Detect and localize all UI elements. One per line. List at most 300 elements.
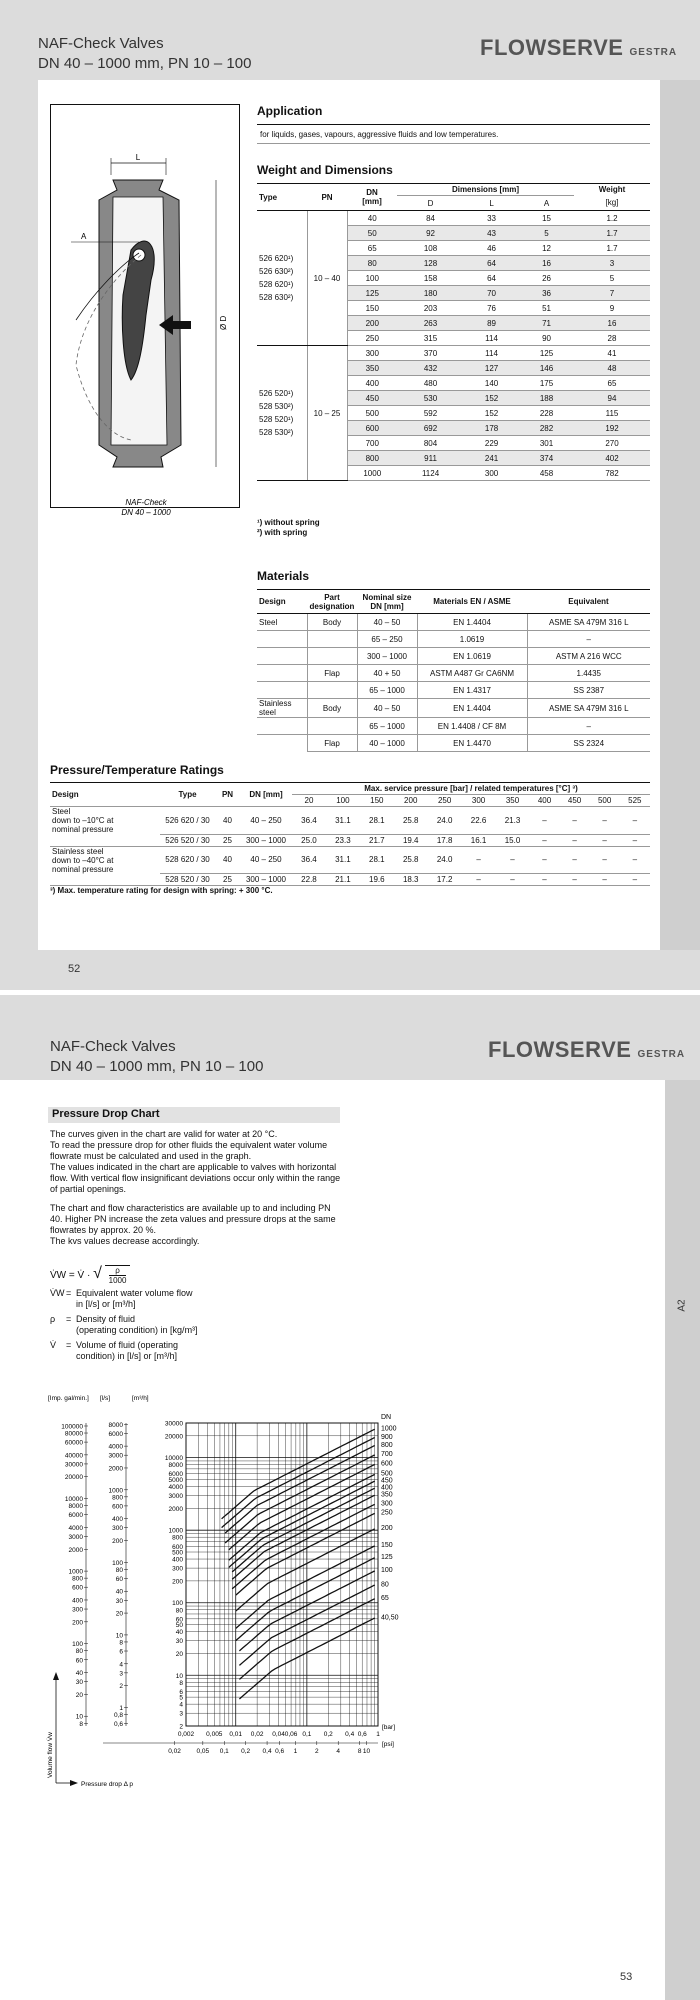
- pt-value-cell: 18.3: [394, 874, 428, 886]
- materials-cell: EN 1.0619: [417, 648, 527, 665]
- weights-cell: 1.7: [574, 241, 650, 256]
- pt-col-dn: DN [mm]: [240, 783, 292, 807]
- series-label-1000: 1000: [381, 1425, 397, 1433]
- y-tick-imp: 10000: [64, 1496, 83, 1504]
- formula-den: 1000: [108, 1276, 127, 1286]
- weights-cell: 125: [347, 286, 397, 301]
- weights-cell: 804: [397, 436, 464, 451]
- pt-temp-header: 100: [326, 795, 360, 807]
- y-tick-m3h: 30000: [164, 1420, 183, 1428]
- col-dn-text: DN: [366, 188, 378, 197]
- y-arrow-icon: [53, 1672, 59, 1680]
- weights-cell: 7: [574, 286, 650, 301]
- y-tick-ls: 300: [112, 1525, 123, 1533]
- gestra-logo-text: GESTRA: [629, 47, 678, 58]
- x-tick-psi: 10: [362, 1748, 371, 1755]
- y-tick-m3h: 30: [175, 1638, 183, 1646]
- series-label-80: 80: [381, 1581, 389, 1589]
- weights-cell: 100: [347, 271, 397, 286]
- pt-design-line: Steel: [52, 807, 71, 816]
- y-unit-imp: [Imp. gal/min.]: [48, 1395, 89, 1402]
- weights-row: [257, 211, 650, 226]
- x-tick-bar: 0,06: [284, 1731, 298, 1738]
- y-tick-imp: 2000: [68, 1546, 83, 1554]
- pt-value-cell: –: [560, 846, 590, 874]
- pt-value-cell: 24.0: [428, 807, 462, 835]
- figure-caption-line2: DN 40 – 1000: [121, 508, 171, 517]
- weights-cell: 26: [519, 271, 574, 286]
- pt-temp-header: 250: [428, 795, 462, 807]
- y-tick-ls: 800: [112, 1494, 123, 1502]
- series-label-900: 900: [381, 1433, 393, 1441]
- weights-cell: 150: [347, 301, 397, 316]
- weights-cell: 3: [574, 256, 650, 271]
- weights-heading: Weight and Dimensions: [257, 163, 393, 177]
- pt-value-cell: –: [620, 874, 650, 886]
- y-tick-imp: 200: [72, 1619, 83, 1627]
- series-curve-1000: [222, 1429, 375, 1519]
- weights-cell: 402: [574, 451, 650, 466]
- side-tab-label: A2: [676, 1299, 688, 1312]
- dim-D-label: Ø D: [219, 315, 228, 330]
- pt-body: [50, 807, 650, 886]
- page1-number: 52: [68, 963, 81, 975]
- pt-value-cell: –: [620, 807, 650, 835]
- weights-cell: 146: [519, 361, 574, 376]
- x-tick-psi: 0,2: [241, 1748, 251, 1755]
- intro-line: The curves given in the chart are valid for water at 20 °C.: [50, 1129, 278, 1139]
- x-tick-bar: 0,1: [302, 1731, 312, 1738]
- weights-cell: 152: [464, 391, 519, 406]
- weights-cell: 374: [519, 451, 574, 466]
- weights-cell: 229: [464, 436, 519, 451]
- definition-eq: =: [66, 1340, 72, 1350]
- weights-cell: 43: [464, 226, 519, 241]
- page1-title-line1: NAF-Check Valves: [38, 35, 164, 52]
- weights-cell: 92: [397, 226, 464, 241]
- y-tick-m3h: 10000: [164, 1455, 183, 1463]
- weights-cell: 250: [347, 331, 397, 346]
- weights-cell: 128: [397, 256, 464, 271]
- materials-cell: Flap: [307, 735, 357, 752]
- series-label-65: 65: [381, 1594, 389, 1602]
- y-tick-m3h: 50: [175, 1622, 183, 1630]
- weights-cell: 80: [347, 256, 397, 271]
- y-tick-imp: 300: [72, 1606, 83, 1614]
- pt-value-cell: 21.7: [360, 834, 394, 846]
- y-tick-m3h: 60: [175, 1616, 183, 1624]
- y-tick-m3h: 4000: [168, 1483, 183, 1491]
- weights-cell: 140: [464, 376, 519, 391]
- series-label-500: 500: [381, 1470, 393, 1478]
- pt-value-cell: –: [496, 874, 530, 886]
- type-code: 528 620¹): [259, 280, 294, 289]
- materials-row: [257, 682, 650, 699]
- materials-cell: 65 – 250: [357, 631, 417, 648]
- series-label-450: 450: [381, 1477, 393, 1485]
- type-code: 526 520¹): [259, 389, 294, 398]
- materials-body: [257, 614, 650, 752]
- weights-cell: 800: [347, 451, 397, 466]
- weights-cell: 125: [519, 346, 574, 361]
- intro-line: flowrates by approx. 20 %.: [50, 1225, 157, 1235]
- pt-value-cell: 24.0: [428, 846, 462, 874]
- y-tick-imp: 60: [75, 1657, 83, 1665]
- materials-cell: EN 1.4470: [417, 735, 527, 752]
- y-tick-imp: 1000: [68, 1568, 83, 1576]
- y-tick-m3h: 500: [172, 1549, 183, 1557]
- y-tick-ls: 20: [115, 1610, 123, 1618]
- weights-cell: 300: [464, 466, 519, 481]
- weights-cell: 33: [464, 211, 519, 226]
- pt-value-cell: 22.8: [292, 874, 326, 886]
- y-tick-ls: 10: [115, 1632, 123, 1640]
- materials-row: [257, 614, 650, 631]
- weights-cell: 114: [464, 346, 519, 361]
- definition-eq: =: [66, 1314, 72, 1324]
- pt-value-cell: –: [496, 846, 530, 874]
- formula-fraction: [105, 1265, 131, 1285]
- y-tick-m3h: 100: [172, 1600, 183, 1608]
- y-tick-m3h: 1000: [168, 1527, 183, 1535]
- x-tick-psi: 0,4: [262, 1748, 272, 1755]
- y-tick-ls: 8000: [108, 1421, 123, 1429]
- y-tick-imp: 20: [75, 1691, 83, 1699]
- weights-cell: 300: [347, 346, 397, 361]
- x-tick-bar: 0,002: [177, 1731, 195, 1738]
- pt-type-cell: 528 520 / 30: [160, 874, 215, 886]
- x-tick-bar: 0,005: [206, 1731, 223, 1738]
- pt-value-cell: 19.4: [394, 834, 428, 846]
- y-tick-imp: 800: [72, 1575, 83, 1583]
- pt-value-cell: –: [620, 834, 650, 846]
- weights-cell: 228: [519, 406, 574, 421]
- weights-cell: 432: [397, 361, 464, 376]
- pt-design-line: nominal pressure: [52, 864, 114, 874]
- definition-item: [50, 1340, 350, 1362]
- weights-cell: 40: [347, 211, 397, 226]
- weights-cell: 36: [519, 286, 574, 301]
- pt-col-type: Type: [160, 783, 215, 807]
- mat-col-materials: Materials EN / ASME: [417, 590, 527, 614]
- pt-dn-cell: 300 – 1000: [240, 874, 292, 886]
- x-tick-bar: 0,04: [272, 1731, 285, 1738]
- y-tick-ls: 0,6: [113, 1721, 123, 1729]
- weights-cell: 203: [397, 301, 464, 316]
- pt-value-cell: –: [620, 846, 650, 874]
- weights-cell: 114: [464, 331, 519, 346]
- y-tick-m3h: 800: [172, 1534, 183, 1542]
- materials-cell: 40 – 1000: [357, 735, 417, 752]
- materials-cell: 40 – 50: [357, 614, 417, 631]
- page1-title-line2: DN 40 – 1000 mm, PN 10 – 100: [38, 55, 252, 72]
- materials-cell: –: [527, 631, 650, 648]
- pt-value-cell: 36.4: [292, 807, 326, 835]
- type-code: 528 530²): [259, 402, 294, 411]
- valve-drawing: [51, 105, 241, 517]
- weights-cell: 480: [397, 376, 464, 391]
- pt-design-cell: [50, 874, 160, 886]
- weights-cell: 84: [397, 211, 464, 226]
- x-tick-psi: 0,02: [168, 1748, 181, 1755]
- col-a: A: [519, 196, 574, 211]
- pt-temp-header: 20: [292, 795, 326, 807]
- weights-cell: 15: [519, 211, 574, 226]
- series-label-700: 700: [381, 1451, 393, 1459]
- pt-value-cell: 19.6: [360, 874, 394, 886]
- col-d: D: [397, 196, 464, 211]
- y-tick-imp: 100: [72, 1641, 83, 1649]
- materials-cell: SS 2324: [527, 735, 650, 752]
- weights-cell: 108: [397, 241, 464, 256]
- pt-value-cell: –: [560, 807, 590, 835]
- intro-line: of partial openings.: [50, 1184, 127, 1194]
- intro-paragraph-2: [50, 1203, 410, 1247]
- x-axis-title: Pressure drop Δ p: [81, 1781, 134, 1788]
- y-tick-ls: 600: [112, 1503, 123, 1511]
- figure-caption-line1: NAF-Check: [125, 498, 167, 507]
- pt-col-max: Max. service pressure [bar] / related temperatures [°C] ³): [292, 783, 650, 795]
- weights-cell: 94: [574, 391, 650, 406]
- weights-cell: 28: [574, 331, 650, 346]
- intro-line: To read the pressure drop for other fluids the equivalent water volume: [50, 1140, 328, 1150]
- y-tick-imp: 40: [75, 1670, 83, 1678]
- pt-value-cell: 28.1: [360, 846, 394, 874]
- materials-table: [257, 589, 650, 752]
- materials-cell: ASME SA 479M 316 L: [527, 614, 650, 631]
- weights-cell: 175: [519, 376, 574, 391]
- pt-dn-cell: 300 – 1000: [240, 834, 292, 846]
- weights-cell: 400: [347, 376, 397, 391]
- pt-value-cell: 17.2: [428, 874, 462, 886]
- formula-num: ρ: [115, 1266, 120, 1276]
- y-tick-imp: 10: [75, 1713, 83, 1721]
- y-tick-m3h: 300: [172, 1565, 183, 1573]
- pt-temp-header: 525: [620, 795, 650, 807]
- y-tick-ls: 8: [119, 1639, 123, 1647]
- weights-cell: 1000: [347, 466, 397, 481]
- pt-value-cell: 25.8: [394, 807, 428, 835]
- weights-group1: [257, 211, 650, 346]
- series-label-150: 150: [381, 1542, 393, 1550]
- definition-text: [76, 1314, 198, 1336]
- curve-unit-label: DN: [381, 1414, 392, 1421]
- col-pn: PN: [307, 184, 347, 211]
- col-type: Type: [257, 184, 307, 211]
- materials-cell: 1.4435: [527, 665, 650, 682]
- definition-symbol: V̇W: [50, 1288, 65, 1298]
- pt-row: [50, 874, 650, 886]
- weights-cell: 76: [464, 301, 519, 316]
- page1-right-margin: [660, 80, 700, 990]
- page2-title-line1: NAF-Check Valves: [50, 1038, 176, 1055]
- chart-heading: Pressure Drop Chart: [52, 1108, 160, 1120]
- weights-pn-cell: 10 – 40: [307, 211, 347, 346]
- y-tick-m3h: 10: [175, 1672, 183, 1680]
- weights-types-cell: [257, 346, 307, 481]
- pt-design-cell: [50, 807, 160, 835]
- pt-value-cell: –: [529, 874, 559, 886]
- y-tick-ls: 2: [119, 1683, 123, 1691]
- weights-cell: 592: [397, 406, 464, 421]
- y-tick-ls: 400: [112, 1516, 123, 1524]
- weights-cell: 70: [464, 286, 519, 301]
- pt-value-cell: 31.1: [326, 846, 360, 874]
- weights-cell: 500: [347, 406, 397, 421]
- brand-logo-text: FLOWSERVE: [480, 35, 624, 60]
- weights-cell: 178: [464, 421, 519, 436]
- y-tick-ls: 60: [115, 1575, 123, 1583]
- gestra-logo-text-2: GESTRA: [637, 1049, 686, 1060]
- pt-temp-header: 450: [560, 795, 590, 807]
- series-label-400: 400: [381, 1484, 393, 1492]
- definition-line2: condition) in [l/s] or [m³/h]: [76, 1351, 178, 1361]
- y-tick-ls: 4: [119, 1661, 123, 1669]
- materials-cell: [257, 631, 307, 648]
- weights-cell: 530: [397, 391, 464, 406]
- materials-cell: [307, 648, 357, 665]
- col-weight-unit: [kg]: [574, 196, 650, 211]
- weights-cell: 90: [519, 331, 574, 346]
- weights-cell: 64: [464, 256, 519, 271]
- pt-type-cell: 528 620 / 30: [160, 846, 215, 874]
- materials-cell: [257, 682, 307, 699]
- pt-row: [50, 846, 650, 874]
- weights-cell: 115: [574, 406, 650, 421]
- y-tick-ls: 80: [115, 1566, 123, 1574]
- pt-temp-header: 350: [496, 795, 530, 807]
- materials-cell: [257, 648, 307, 665]
- definition-line2: in [l/s] or [m³/h]: [76, 1299, 136, 1309]
- materials-cell: Stainless steel: [257, 699, 307, 718]
- weights-cell: 48: [574, 361, 650, 376]
- series-label-100: 100: [381, 1567, 393, 1575]
- series-label-250: 250: [381, 1509, 393, 1517]
- pt-value-cell: –: [462, 846, 496, 874]
- materials-row: [257, 735, 650, 752]
- pt-value-cell: –: [590, 874, 620, 886]
- series-label-350: 350: [381, 1491, 393, 1499]
- definition-text: [76, 1288, 193, 1310]
- weights-cell: 16: [574, 316, 650, 331]
- materials-row: [257, 648, 650, 665]
- pt-footnote: ³) Max. temperature rating for design with spring: + 300 °C.: [50, 886, 273, 895]
- weights-cell: 188: [519, 391, 574, 406]
- pressure-drop-chart: [48, 1378, 438, 1798]
- application-text: for liquids, gases, vapours, aggressive fluids and low temperatures.: [260, 130, 499, 139]
- pt-value-cell: –: [590, 846, 620, 874]
- x-tick-psi: 0,1: [219, 1748, 229, 1755]
- weights-cell: 700: [347, 436, 397, 451]
- page1-bottom-band: [0, 950, 700, 990]
- type-code: 528 520¹): [259, 415, 294, 424]
- type-code: 528 630²): [259, 293, 294, 302]
- y-tick-m3h: 5: [179, 1694, 183, 1702]
- pt-type-cell: 526 620 / 30: [160, 807, 215, 835]
- materials-cell: ASTM A 216 WCC: [527, 648, 650, 665]
- weights-cell: 65: [347, 241, 397, 256]
- weights-cell: 41: [574, 346, 650, 361]
- pt-dn-cell: 40 – 250: [240, 846, 292, 874]
- pt-design-line: down to –40°C at: [52, 855, 114, 865]
- definition-text: [76, 1340, 178, 1362]
- weights-cell: 692: [397, 421, 464, 436]
- x-tick-bar: 0,2: [323, 1731, 333, 1738]
- materials-cell: EN 1.4404: [417, 699, 527, 718]
- pt-temp-header: 500: [590, 795, 620, 807]
- definition-item: [50, 1288, 350, 1310]
- y-tick-imp: 8: [79, 1720, 83, 1728]
- series-label-800: 800: [381, 1441, 393, 1449]
- pt-value-cell: 25.0: [292, 834, 326, 846]
- x-tick-psi: 8: [357, 1748, 362, 1755]
- y-tick-ls: 6: [119, 1648, 123, 1656]
- weights-row: [257, 346, 650, 361]
- pt-table: [50, 782, 650, 886]
- materials-cell: EN 1.4408 / CF 8M: [417, 718, 527, 735]
- series-label-200: 200: [381, 1525, 393, 1533]
- y-tick-imp: 80: [75, 1648, 83, 1656]
- x-tick-bar: 0,4: [345, 1731, 355, 1738]
- materials-cell: [257, 665, 307, 682]
- y-tick-imp: 6000: [68, 1512, 83, 1520]
- weights-cell: 12: [519, 241, 574, 256]
- pt-temp-header: 400: [529, 795, 559, 807]
- weights-cell: 911: [397, 451, 464, 466]
- weights-cell: 263: [397, 316, 464, 331]
- pt-col-pn: PN: [215, 783, 240, 807]
- weights-cell: 192: [574, 421, 650, 436]
- pt-temp-header: 300: [462, 795, 496, 807]
- pt-row: [50, 834, 650, 846]
- materials-cell: Body: [307, 699, 357, 718]
- pt-value-cell: 36.4: [292, 846, 326, 874]
- definition-item: [50, 1314, 350, 1336]
- weights-cell: 600: [347, 421, 397, 436]
- y-tick-imp: 100000: [61, 1423, 83, 1431]
- y-unit-m3h: [m³/h]: [132, 1395, 149, 1402]
- mat-col-equiv: Equivalent: [527, 590, 650, 614]
- pt-col-design: Design: [50, 783, 160, 807]
- definition-line1: Density of fluid: [76, 1314, 136, 1324]
- weights-cell: 315: [397, 331, 464, 346]
- y-tick-imp: 8000: [68, 1503, 83, 1511]
- weights-cell: 64: [464, 271, 519, 286]
- mat-col-part: Part designation: [307, 590, 357, 614]
- weights-cell: 200: [347, 316, 397, 331]
- pt-design-line: Stainless steel: [52, 846, 104, 856]
- y-tick-imp: 3000: [68, 1533, 83, 1541]
- col-dims: Dimensions [mm]: [397, 184, 574, 196]
- pt-heading: Pressure/Temperature Ratings: [50, 763, 224, 777]
- y-tick-imp: 30000: [64, 1461, 83, 1469]
- materials-cell: 65 – 1000: [357, 718, 417, 735]
- intro-line: 40. Higher PN increase the zeta values and pressure drops at the same: [50, 1214, 336, 1224]
- x-tick-psi: 1: [293, 1748, 298, 1755]
- pt-type-cell: 526 520 / 30: [160, 834, 215, 846]
- materials-row: [257, 718, 650, 735]
- y-tick-m3h: 6: [179, 1688, 183, 1696]
- y-tick-m3h: 20000: [164, 1433, 183, 1441]
- definition-symbol: V̇: [50, 1340, 57, 1350]
- formula-sqrt-icon: √: [93, 1265, 102, 1282]
- pt-pn-cell: 40: [215, 807, 240, 835]
- x-tick-bar: 0,02: [250, 1731, 264, 1738]
- definition-eq: =: [66, 1288, 72, 1298]
- y-tick-m3h: 3: [179, 1710, 183, 1718]
- y-tick-imp: 600: [72, 1584, 83, 1592]
- weights-cell: 370: [397, 346, 464, 361]
